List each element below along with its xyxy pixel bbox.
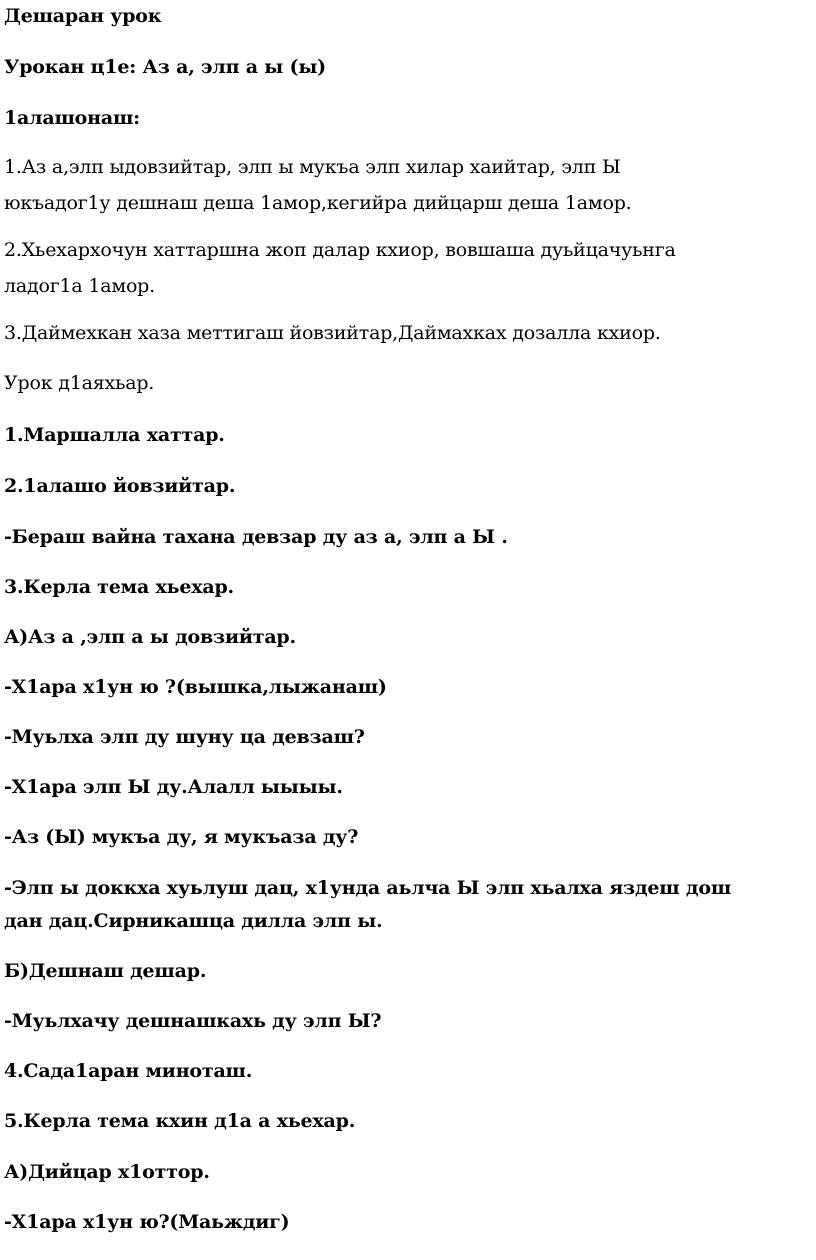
goal-1-line-1: 1.Аз а,элп ыдовзийтар, элп ы мукъа элп хилар хаийтар, элп Ы	[4, 156, 621, 178]
goal-1-line-2: юкъадог1у дешнаш деша 1амор,кегийра дийцарш деша 1амор.	[4, 192, 632, 214]
question-3: -Аз (Ы) мукъа ду, я мукъаза ду?	[4, 826, 359, 848]
question-2: -Муьлха элп ду шуну ца девзаш?	[4, 726, 365, 748]
goal-3: 3.Даймехкан хаза меттигаш йовзийтар,Даймахках дозалла кхиор.	[4, 322, 661, 344]
statement-1: -Х1ара элп Ы ду.Алалл ыыыы.	[4, 776, 343, 798]
goal-2-line-2: ладог1а 1амор.	[4, 275, 155, 297]
section-b-heading: Б)Дешнаш дешар.	[4, 960, 207, 982]
section-a2-heading: А)Дийцар х1оттор.	[4, 1161, 210, 1183]
question-4: -Муьлхачу дешнашкахь ду элп Ы?	[4, 1010, 382, 1032]
lesson-flow-heading: Урок д1аяхьар.	[4, 372, 155, 394]
goal-2-line-1: 2.Хьехархочун хаттаршна жоп далар кхиор, вовшаша дуьйцачуьнга	[4, 239, 676, 261]
goals-heading: 1алашонаш:	[4, 107, 140, 129]
question-1: -Х1ара х1ун ю ?(вышка,лыжанаш)	[4, 676, 387, 698]
step-goal-intro: 2.1алашо йовзийтар.	[4, 475, 236, 497]
goal-intro-text: -Бераш вайна тахана девзар ду аз а, элп а Ы .	[4, 526, 508, 548]
section-a-heading: А)Аз а ,элп а ы довзийтар.	[4, 626, 296, 648]
step-continue-topic: 5.Керла тема кхин д1а а хьехар.	[4, 1110, 356, 1132]
step-physical-break: 4.Сада1аран миноташ.	[4, 1060, 253, 1082]
doc-title: Дешаран урок	[4, 5, 162, 27]
question-5: -Х1ара х1ун ю?(Маьждиг)	[4, 1211, 290, 1233]
explanation-line-2: дан дац.Сирникашца дилла элп ы.	[4, 910, 383, 932]
step-new-topic: 3.Керла тема хьехар.	[4, 576, 234, 598]
lesson-topic: Урокан ц1е: Аз а, элп а ы (ы)	[4, 56, 326, 78]
step-greeting: 1.Маршалла хаттар.	[4, 424, 225, 446]
explanation-line-1: -Элп ы доккха хуьлуш дац, х1унда аьлча Ы элп хьалха яздеш дош	[4, 877, 732, 899]
